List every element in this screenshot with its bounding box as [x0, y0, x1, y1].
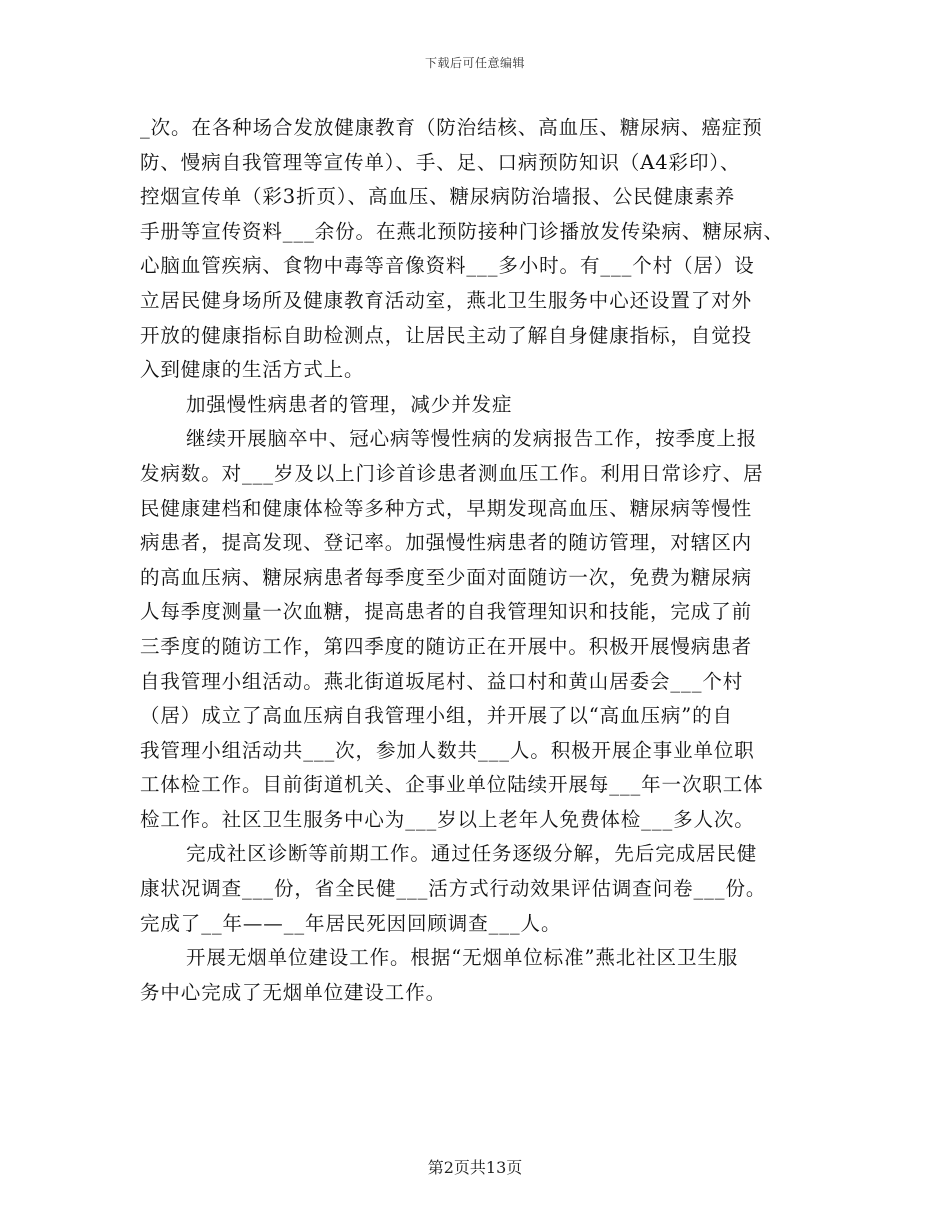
text-line: 我管理小组活动共___次，参加人数共___人。积极开展企事业单位职 [140, 738, 755, 762]
page-header: 下载后可任意编辑 [424, 56, 525, 70]
text-line: 自我管理小组活动。燕北街道坂尾村、益口村和黄山居委会___个村 [140, 669, 744, 693]
text-line: 控烟宣传单（彩3折页）、高血压、糖尿病防治墙报、公民健康素养 [140, 185, 736, 209]
body-text [140, 111, 820, 1010]
text-line: 手册等宣传资料___余份。在燕北预防接种门诊播放发传染病、糖尿病、 [140, 219, 784, 243]
text-line: 三季度的随访工作，第四季度的随访正在开展中。积极开展慢病患者 [140, 634, 753, 658]
page-footer: 第2页共13页 [427, 1158, 523, 1177]
text-line: 开展无烟单位建设工作。根据“无烟单位标准”燕北社区卫生服 [186, 946, 739, 970]
text-line: 入到健康的生活方式上。 [140, 358, 365, 382]
text-line: _次。在各种场合发放健康教育（防治结核、高血压、糖尿病、癌症预 [140, 116, 763, 139]
text-line: 务中心完成了无烟单位建设工作。 [140, 980, 447, 1004]
text-line: 开放的健康指标自助检测点，让居民主动了解自身健康指标，自觉投 [140, 323, 753, 347]
section-heading: 加强慢性病患者的管理，减少并发症 [186, 392, 513, 416]
text-line: 病患者，提高发现、登记率。加强慢性病患者的随访管理，对辖区内 [140, 531, 753, 555]
text-line: 检工作。社区卫生服务中心为___岁以上老年人免费体检___多人次。 [140, 807, 755, 831]
text-line: 的高血压病、糖尿病患者每季度至少面对面随访一次，免费为糖尿病 [140, 565, 753, 589]
text-line: 立居民健身场所及健康教育活动室，燕北卫生服务中心还设置了对外 [140, 288, 753, 312]
text-line: 完成了__年——__年居民死因回顾调查___人。 [140, 911, 562, 935]
text-line: 防、慢病自我管理等宣传单）、手、足、口病预防知识（A4彩印）、 [140, 150, 741, 174]
text-line: 完成社区诊断等前期工作。通过任务逐级分解，先后完成居民健 [186, 842, 758, 866]
text-line: （居）成立了高血压病自我管理小组，并开展了以“高血压病”的自 [140, 704, 733, 728]
text-line: 民健康建档和健康体检等多种方式，早期发现高血压、糖尿病等慢性 [140, 496, 753, 520]
text-line: 发病数。对___岁及以上门诊首诊患者测血压工作。利用日常诊疗、居 [140, 461, 764, 485]
text-line: 继续开展脑卒中、冠心病等慢性病的发病报告工作，按季度上报 [186, 427, 758, 451]
text-line: 康状况调查___份，省全民健___活方式行动效果评估调查问卷___份。 [140, 877, 767, 901]
text-line: 工体检工作。目前街道机关、企事业单位陆续开展每___年一次职工体 [140, 773, 764, 797]
text-line: 人每季度测量一次血糖，提高患者的自我管理知识和技能，完成了前 [140, 600, 753, 624]
text-line: 心脑血管疾病、食物中毒等音像资料___多小时。有___个村（居）设 [140, 254, 755, 278]
